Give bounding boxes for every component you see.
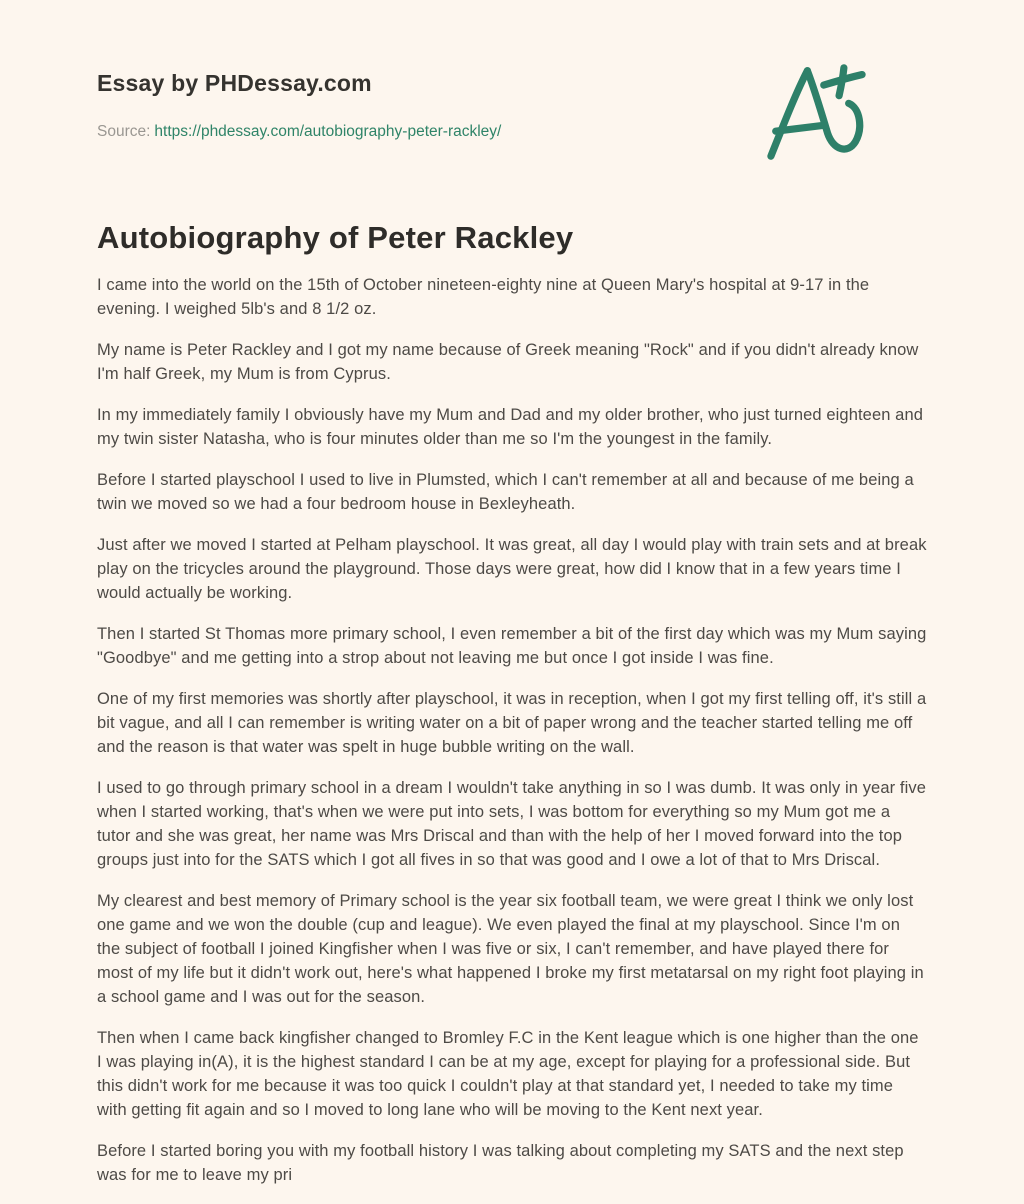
essay-paragraph: Then when I came back kingfisher changed to Bromley F.C in the Kent league which is one higher than the one I was playing in(A), it is the highest standard I can be at my age, except for playing for a professional side. But this didn't work for me because it was too quick I couldn't play at that standard yet, I needed to take my time with getting fit again and so I moved to long lane who will be moving to the Kent next year. [97,1029,919,1119]
essay-paragraph: One of my first memories was shortly after playschool, it was in reception, when I got my first telling off, it's still a bit vague, and all I can remember is writing water on a bit of paper wrong and the teacher started telling me off and the reason is that water was spelt in huge bubble writing on the wall. [97,690,927,756]
essay-paragraph: Just after we moved I started at Pelham playschool. It was great, all day I would play with train sets and at break play on the tricycles around the playground. Those days were great, how did I know that in a few years time I would actually be working. [97,536,927,602]
source-line [97,123,501,141]
essay-body [97,273,927,1187]
essay-paragraph: Then I started St Thomas more primary school, I even remember a bit of the first day which was my Mum saying "Goodbye" and me getting into a strop about not leaving me but once I got inside I was fine. [97,625,927,667]
essay-article [97,220,927,1187]
essay-paragraph: Before I started playschool I used to live in Plumsted, which I can't remember at all and because of me being a twin we moved so we had a four bedroom house in Bexleyheath. [97,471,914,513]
essay-paragraph: Before I started boring you with my football history I was talking about completing my SATS and the next step was for me to leave my pri [97,1142,904,1184]
a-plus-logo-icon [767,64,867,160]
page-header [97,0,927,160]
source-label: Source: [97,123,151,140]
essay-title: Autobiography of Peter Rackley [97,220,574,255]
brand-title: Essay by PHDessay.com [97,70,372,96]
brand-block [97,70,501,141]
content-column [97,0,927,1187]
essay-paragraph: I used to go through primary school in a dream I wouldn't take anything in so I was dumb. It was only in year five when I started working, that's when we were put into sets, I was bottom for everything so my Mum got me a tutor and she was great, her name was Mrs Driscal and than with the help of her I moved forward into the top groups just into for the SATS which I got all fives in so that was good and I owe a lot of that to Mrs Driscal. [97,779,926,869]
essay-paragraph: I came into the world on the 15th of October nineteen-eighty nine at Queen Mary's hospital at 9-17 in the evening. I weighed 5lb's and 8 1/2 oz. [97,276,870,318]
source-url-link[interactable]: https://phdessay.com/autobiography-peter-rackley/ [154,123,502,140]
essay-paragraph: My name is Peter Rackley and I got my name because of Greek meaning "Rock" and if you didn't already know I'm half Greek, my Mum is from Cyprus. [97,341,919,383]
essay-paragraph: In my immediately family I obviously have my Mum and Dad and my older brother, who just turned eighteen and my twin sister Natasha, who is four minutes older than me so I'm the youngest in the family. [97,406,924,448]
essay-paragraph: My clearest and best memory of Primary school is the year six football team, we were great I think we only lost one game and we won the double (cup and league). We even played the final at my playschool. Since I'm on the subject of football I joined Kingfisher when I was five or six, I can't remember, and have played there for most of my life but it didn't work out, here's what happened I broke my first metatarsal on my right foot playing in a school game and I was out for the season. [97,892,924,1006]
